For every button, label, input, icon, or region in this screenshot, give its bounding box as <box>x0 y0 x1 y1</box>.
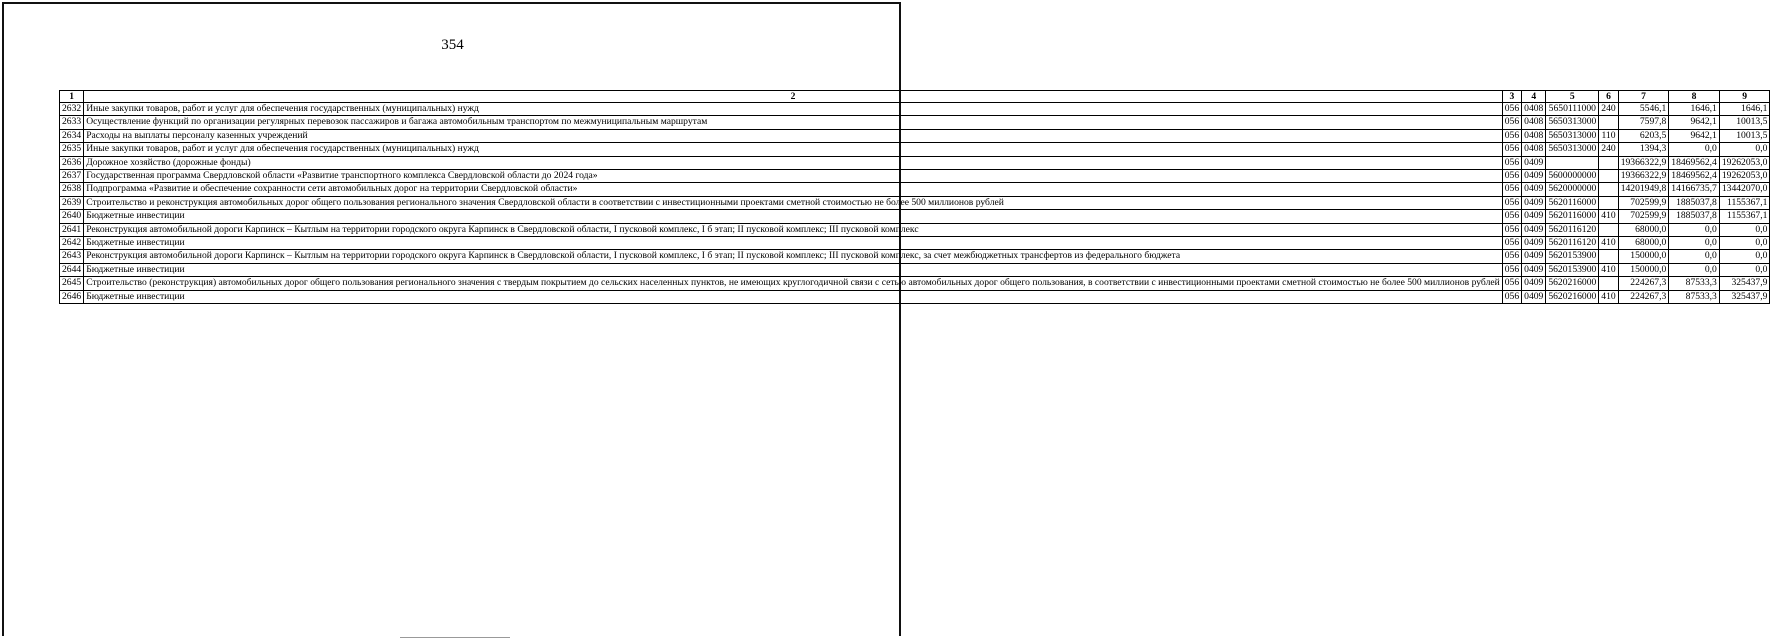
expense-type-cell: 410 <box>1599 237 1618 250</box>
expense-name-cell: Бюджетные инвестиции <box>84 290 1503 303</box>
section-code-cell: 0409 <box>1522 263 1546 276</box>
amount-year-3-cell: 0,0 <box>1719 223 1770 236</box>
amount-year-2-cell: 1885037,8 <box>1669 196 1720 209</box>
amount-year-2-cell: 14166735,7 <box>1669 183 1720 196</box>
amount-year-3-cell: 1155367,1 <box>1719 210 1770 223</box>
target-article-cell: 5600000000 <box>1546 170 1599 183</box>
ministry-code-cell: 056 <box>1502 196 1521 209</box>
amount-year-1-cell: 5546,1 <box>1618 103 1669 116</box>
table-row <box>60 156 1770 169</box>
ministry-code-cell: 056 <box>1502 210 1521 223</box>
amount-year-1-cell: 19366322,9 <box>1618 170 1669 183</box>
amount-year-2-cell: 9642,1 <box>1669 129 1720 142</box>
amount-year-2-cell: 18469562,4 <box>1669 170 1720 183</box>
table-row <box>60 277 1770 290</box>
target-article-cell: 5620116120 <box>1546 237 1599 250</box>
amount-year-1-cell: 150000,0 <box>1618 263 1669 276</box>
amount-year-3-cell: 0,0 <box>1719 263 1770 276</box>
amount-year-1-cell: 1394,3 <box>1618 143 1669 156</box>
expense-name-cell: Реконструкция автомобильной дороги Карпинск – Кытлым на территории городского округа Карпинск в Свердловской области, I пусковой комплекс, I б этап; II пусковой комплекс; III пусковой комплекс, за счет межбюджетных трансфертов из федерального бюджета <box>84 250 1503 263</box>
row-number-cell: 2640 <box>60 210 84 223</box>
ministry-code-cell: 056 <box>1502 237 1521 250</box>
table-row <box>60 263 1770 276</box>
amount-year-3-cell: 10013,5 <box>1719 129 1770 142</box>
row-number-cell: 2632 <box>60 103 84 116</box>
expense-type-cell: 410 <box>1599 263 1618 276</box>
header-row <box>60 91 1770 103</box>
table-row <box>60 116 1770 129</box>
amount-year-1-cell: 224267,3 <box>1618 277 1669 290</box>
expense-name-cell: Реконструкция автомобильной дороги Карпинск – Кытлым на территории городского округа Карпинск в Свердловской области, I пусковой комплекс, I б этап; II пусковой комплекс; III пусковой комплекс <box>84 223 1503 236</box>
target-article-cell: 5620216000 <box>1546 277 1599 290</box>
expense-name-cell: Иные закупки товаров, работ и услуг для обеспечения государственных (муниципальных) нужд <box>84 143 1503 156</box>
amount-year-1-cell: 19366322,9 <box>1618 156 1669 169</box>
table-row <box>60 183 1770 196</box>
amount-year-2-cell: 0,0 <box>1669 263 1720 276</box>
expense-name-cell: Осуществление функций по организации регулярных перевозок пассажиров и багажа автомобильным транспортом по межмуниципальным маршрутам <box>84 116 1503 129</box>
amount-year-2-cell: 1646,1 <box>1669 103 1720 116</box>
row-number-cell: 2633 <box>60 116 84 129</box>
ministry-code-cell: 056 <box>1502 170 1521 183</box>
amount-year-2-cell: 0,0 <box>1669 223 1720 236</box>
row-number-cell: 2644 <box>60 263 84 276</box>
table-row <box>60 143 1770 156</box>
section-code-cell: 0409 <box>1522 170 1546 183</box>
amount-year-1-cell: 702599,9 <box>1618 210 1669 223</box>
ministry-code-cell: 056 <box>1502 143 1521 156</box>
expense-name-cell: Дорожное хозяйство (дорожные фонды) <box>84 156 1503 169</box>
section-code-cell: 0408 <box>1522 116 1546 129</box>
table-row <box>60 129 1770 142</box>
column-header: 5 <box>1546 91 1599 103</box>
table-row <box>60 237 1770 250</box>
row-number-cell: 2634 <box>60 129 84 142</box>
amount-year-2-cell: 1885037,8 <box>1669 210 1720 223</box>
target-article-cell: 5620153900 <box>1546 250 1599 263</box>
row-number-cell: 2645 <box>60 277 84 290</box>
expense-name-cell: Государственная программа Свердловской области «Развитие транспортного комплекса Свердловской области до 2024 года» <box>84 170 1503 183</box>
ministry-code-cell: 056 <box>1502 103 1521 116</box>
row-number-cell: 2641 <box>60 223 84 236</box>
amount-year-1-cell: 68000,0 <box>1618 237 1669 250</box>
target-article-cell: 5620000000 <box>1546 183 1599 196</box>
section-code-cell: 0409 <box>1522 183 1546 196</box>
ministry-code-cell: 056 <box>1502 263 1521 276</box>
expense-name-cell: Строительство и реконструкция автомобильных дорог общего пользования регионального значения Свердловской области в соответствии с инвестиционными проектами сметной стоимостью не более 500 миллионов рублей <box>84 196 1503 209</box>
amount-year-3-cell: 19262053,0 <box>1719 170 1770 183</box>
amount-year-1-cell: 150000,0 <box>1618 250 1669 263</box>
amount-year-3-cell: 325437,9 <box>1719 290 1770 303</box>
expense-type-cell <box>1599 250 1618 263</box>
amount-year-3-cell: 13442070,0 <box>1719 183 1770 196</box>
amount-year-2-cell: 0,0 <box>1669 143 1720 156</box>
section-code-cell: 0408 <box>1522 129 1546 142</box>
amount-year-3-cell: 0,0 <box>1719 237 1770 250</box>
amount-year-2-cell: 0,0 <box>1669 250 1720 263</box>
row-number-cell: 2643 <box>60 250 84 263</box>
amount-year-3-cell: 0,0 <box>1719 143 1770 156</box>
expense-name-cell: Иные закупки товаров, работ и услуг для обеспечения государственных (муниципальных) нужд <box>84 103 1503 116</box>
amount-year-1-cell: 68000,0 <box>1618 223 1669 236</box>
section-code-cell: 0409 <box>1522 250 1546 263</box>
row-number-cell: 2639 <box>60 196 84 209</box>
target-article-cell: 5620116000 <box>1546 196 1599 209</box>
column-header: 7 <box>1618 91 1669 103</box>
target-article-cell: 5620116120 <box>1546 223 1599 236</box>
table-body <box>60 103 1770 304</box>
amount-year-2-cell: 9642,1 <box>1669 116 1720 129</box>
section-code-cell: 0408 <box>1522 103 1546 116</box>
row-number-cell: 2642 <box>60 237 84 250</box>
row-number-cell: 2636 <box>60 156 84 169</box>
row-number-cell: 2646 <box>60 290 84 303</box>
section-code-cell: 0409 <box>1522 237 1546 250</box>
row-number-cell: 2637 <box>60 170 84 183</box>
table-row <box>60 290 1770 303</box>
amount-year-3-cell: 10013,5 <box>1719 116 1770 129</box>
amount-year-1-cell: 6203,5 <box>1618 129 1669 142</box>
ministry-code-cell: 056 <box>1502 223 1521 236</box>
ministry-code-cell: 056 <box>1502 250 1521 263</box>
expense-type-cell: 410 <box>1599 290 1618 303</box>
expense-name-cell: Бюджетные инвестиции <box>84 237 1503 250</box>
expense-type-cell <box>1599 170 1618 183</box>
target-article-cell: 5650313000 <box>1546 116 1599 129</box>
target-article-cell: 5650313000 <box>1546 129 1599 142</box>
expense-type-cell <box>1599 277 1618 290</box>
target-article-cell: 5620116000 <box>1546 210 1599 223</box>
ministry-code-cell: 056 <box>1502 183 1521 196</box>
amount-year-1-cell: 7597,8 <box>1618 116 1669 129</box>
page-number: 354 <box>441 37 464 53</box>
expense-name-cell: Бюджетные инвестиции <box>84 263 1503 276</box>
expense-name-cell: Бюджетные инвестиции <box>84 210 1503 223</box>
target-article-cell: 5650313000 <box>1546 143 1599 156</box>
amount-year-1-cell: 702599,9 <box>1618 196 1669 209</box>
section-code-cell: 0409 <box>1522 290 1546 303</box>
page-divider <box>400 637 510 638</box>
row-number-cell: 2635 <box>60 143 84 156</box>
table-row <box>60 210 1770 223</box>
expense-type-cell: 410 <box>1599 210 1618 223</box>
amount-year-3-cell: 325437,9 <box>1719 277 1770 290</box>
table-row <box>60 250 1770 263</box>
amount-year-3-cell: 19262053,0 <box>1719 156 1770 169</box>
expense-type-cell: 240 <box>1599 143 1618 156</box>
target-article-cell: 5650111000 <box>1546 103 1599 116</box>
expense-type-cell <box>1599 183 1618 196</box>
ministry-code-cell: 056 <box>1502 116 1521 129</box>
amount-year-3-cell: 1646,1 <box>1719 103 1770 116</box>
section-code-cell: 0409 <box>1522 156 1546 169</box>
target-article-cell: 5620153900 <box>1546 263 1599 276</box>
ministry-code-cell: 056 <box>1502 129 1521 142</box>
amount-year-2-cell: 87533,3 <box>1669 277 1720 290</box>
column-header: 4 <box>1522 91 1546 103</box>
section-code-cell: 0409 <box>1522 210 1546 223</box>
expense-type-cell <box>1599 156 1618 169</box>
amount-year-2-cell: 87533,3 <box>1669 290 1720 303</box>
expense-type-cell <box>1599 116 1618 129</box>
column-header: 9 <box>1719 91 1770 103</box>
section-code-cell: 0409 <box>1522 277 1546 290</box>
target-article-cell: 5620216000 <box>1546 290 1599 303</box>
section-code-cell: 0409 <box>1522 196 1546 209</box>
target-article-cell <box>1546 156 1599 169</box>
column-header: 6 <box>1599 91 1618 103</box>
row-number-cell: 2638 <box>60 183 84 196</box>
amount-year-3-cell: 1155367,1 <box>1719 196 1770 209</box>
amount-year-2-cell: 18469562,4 <box>1669 156 1720 169</box>
expense-type-cell <box>1599 196 1618 209</box>
column-header: 1 <box>60 91 84 103</box>
expense-name-cell: Подпрограмма «Развитие и обеспечение сохранности сети автомобильных дорог на территории Свердловской области» <box>84 183 1503 196</box>
amount-year-1-cell: 224267,3 <box>1618 290 1669 303</box>
ministry-code-cell: 056 <box>1502 156 1521 169</box>
budget-table <box>59 90 1770 304</box>
column-header: 2 <box>84 91 1503 103</box>
column-header: 3 <box>1502 91 1521 103</box>
column-header: 8 <box>1669 91 1720 103</box>
section-code-cell: 0409 <box>1522 223 1546 236</box>
table-row <box>60 170 1770 183</box>
expense-type-cell <box>1599 223 1618 236</box>
amount-year-2-cell: 0,0 <box>1669 237 1720 250</box>
table-row <box>60 196 1770 209</box>
expense-name-cell: Расходы на выплаты персоналу казенных учреждений <box>84 129 1503 142</box>
amount-year-1-cell: 14201949,8 <box>1618 183 1669 196</box>
expense-type-cell: 110 <box>1599 129 1618 142</box>
table-row <box>60 223 1770 236</box>
expense-type-cell: 240 <box>1599 103 1618 116</box>
table-row <box>60 103 1770 116</box>
ministry-code-cell: 056 <box>1502 277 1521 290</box>
ministry-code-cell: 056 <box>1502 290 1521 303</box>
amount-year-3-cell: 0,0 <box>1719 250 1770 263</box>
section-code-cell: 0408 <box>1522 143 1546 156</box>
expense-name-cell: Строительство (реконструкция) автомобильных дорог общего пользования регионального значения с твердым покрытием до сельских населенных пунктов, не имеющих круглогодичной связи с сетью автомобильных дорог общего пользования, в соответствии с инвестиционными проектами сметной стоимостью не более 500 миллионов рублей <box>84 277 1503 290</box>
